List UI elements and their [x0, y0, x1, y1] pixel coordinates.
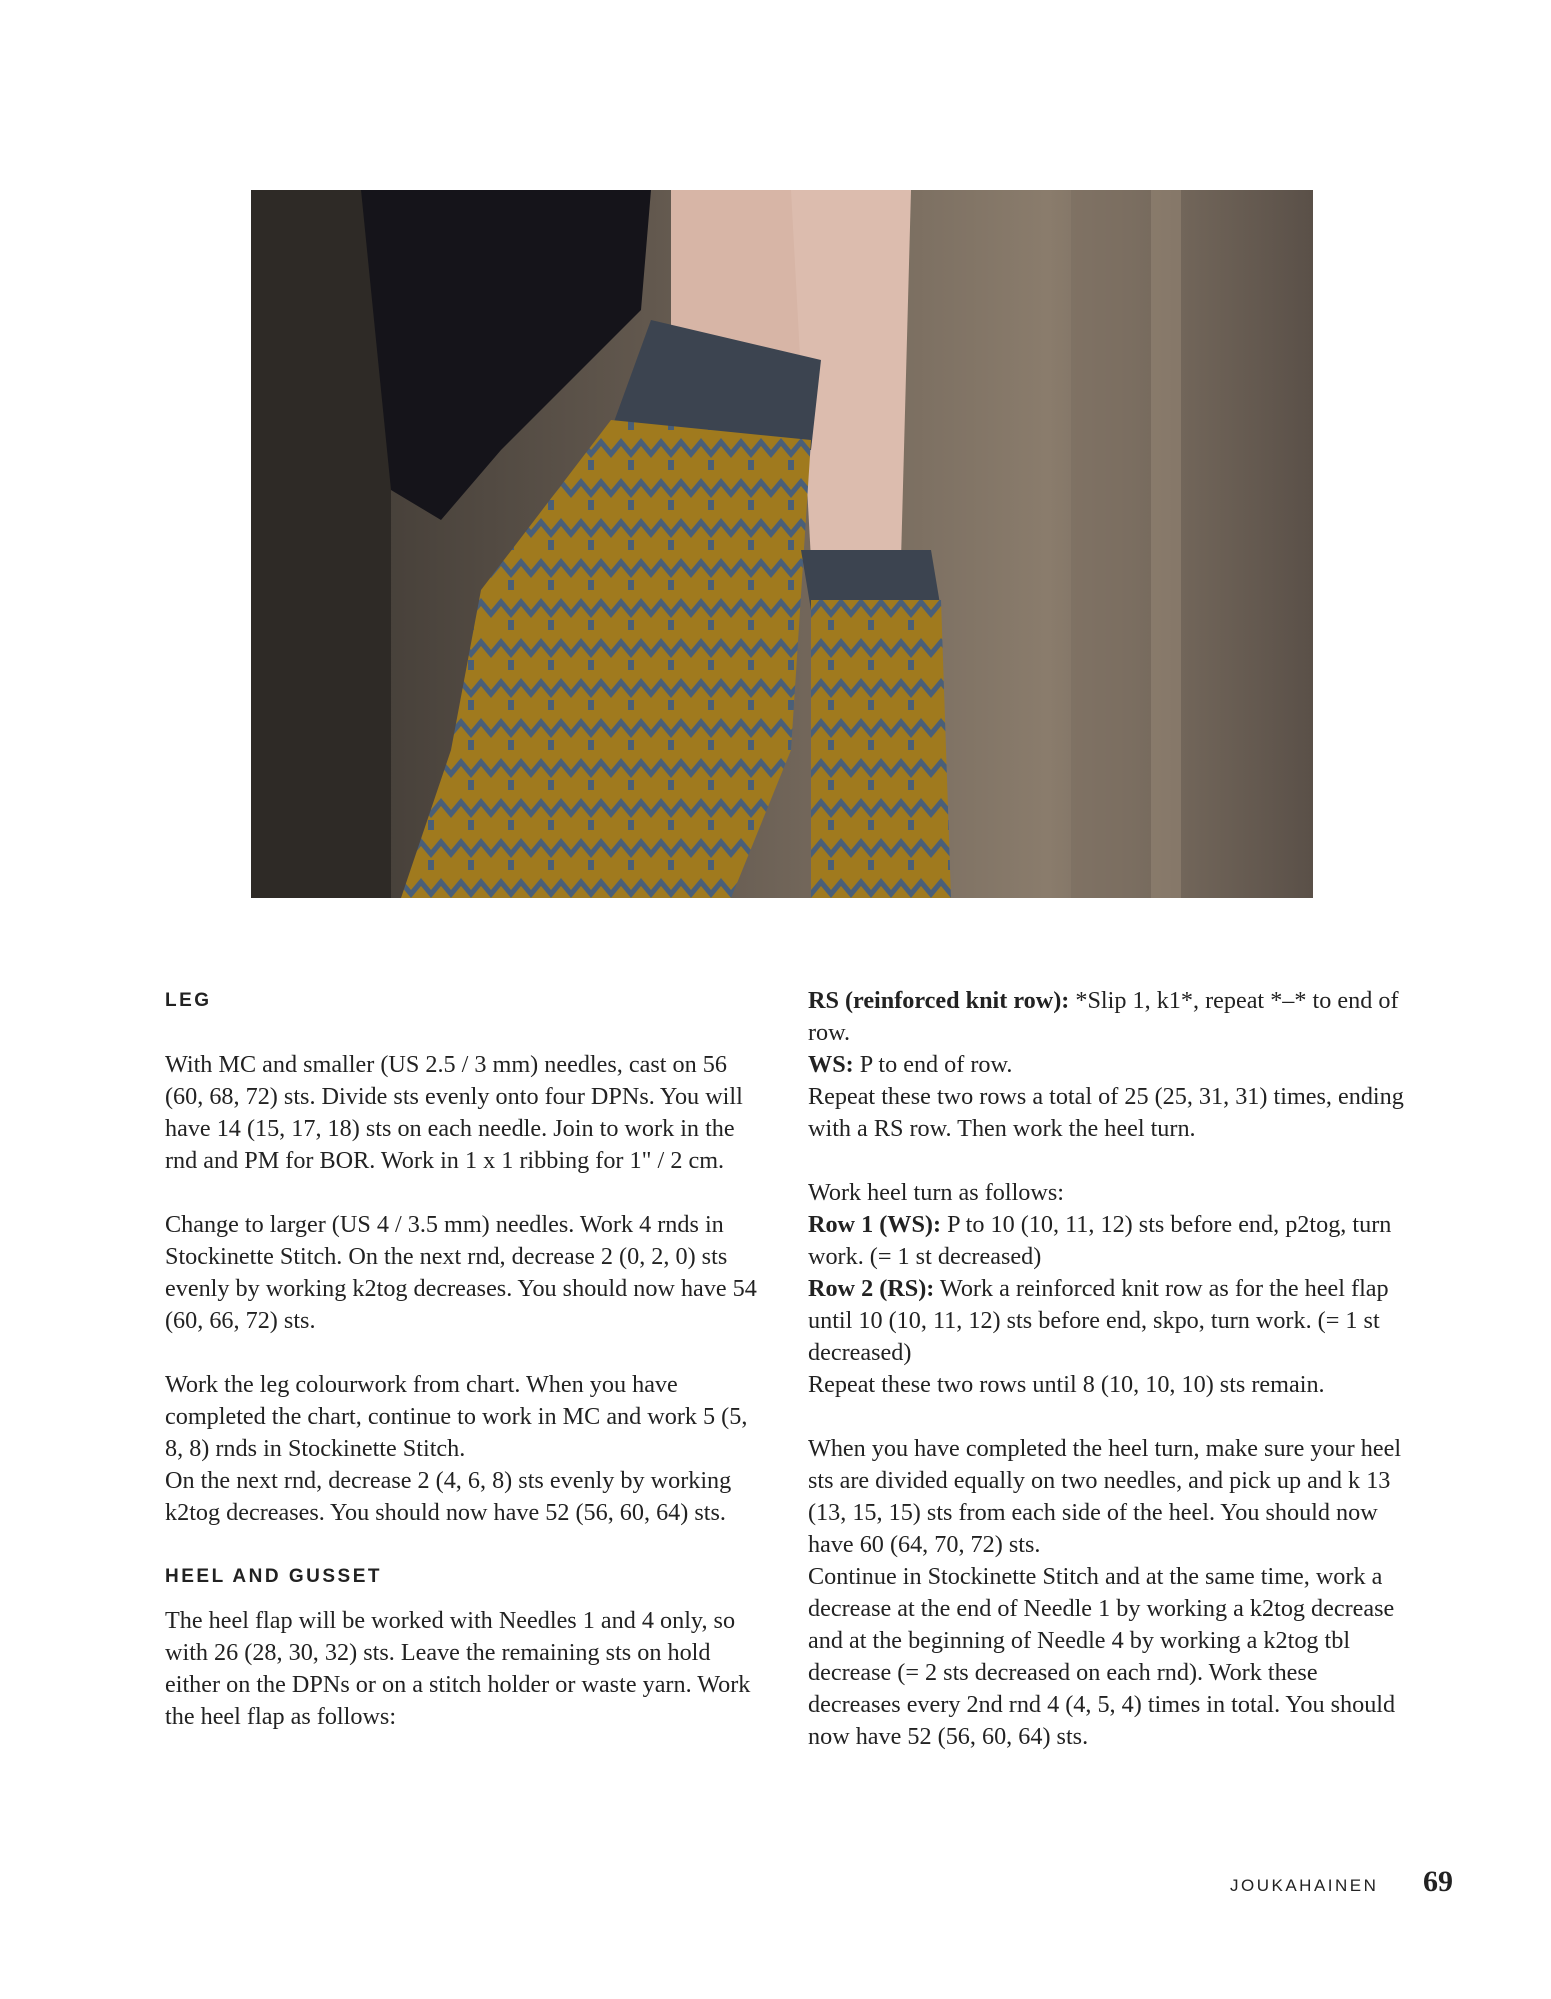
leg-paragraph-2: Change to larger (US 4 / 3.5 mm) needles. Work 4 rnds in Stockinette Stitch. On the next rnd, decrease 2 (0, 2, 0) sts evenly by working k2tog decreases. You should now have 54 (60, 66, 72) sts. — [165, 1211, 757, 1334]
gusset-paragraph-1: When you have completed the heel turn, make sure your heel sts are divided equally on two needles, and pick up and k 13 (13, 15, 15) sts from each side of the heel. You should now have 60 (64, 70, 72) sts. — [808, 1435, 1402, 1558]
repeat-instruction: Repeat these two rows a total of 25 (25, 31, 31) times, ending with a RS row. Then work the heel turn. — [808, 1083, 1404, 1142]
ws-row-label: WS: — [808, 1051, 854, 1078]
row-2-text: Work a reinforced knit row as for the heel flap until 10 (10, 11, 12) sts before end, skpo, turn work. (= 1 st decreased) — [808, 1275, 1389, 1366]
page-number: 69 — [1423, 1865, 1453, 1898]
repeat-until-instruction: Repeat these two rows until 8 (10, 10, 10) sts remain. — [808, 1371, 1325, 1398]
row-1-text: P to 10 (10, 11, 12) sts before end, p2tog, turn work. (= 1 st decreased) — [808, 1211, 1392, 1270]
rs-row-label: RS (reinforced knit row): — [808, 987, 1070, 1014]
row-1-instruction — [808, 1209, 1408, 1273]
heel-gusset-heading: HEEL AND GUSSET — [165, 1566, 382, 1587]
socks-photo — [251, 190, 1313, 898]
socks-illustration — [251, 190, 1313, 898]
leg-heading: LEG — [165, 990, 212, 1011]
leg-paragraph-1: With MC and smaller (US 2.5 / 3 mm) needles, cast on 56 (60, 68, 72) sts. Divide sts evenly onto four DPNs. You will have 14 (15, 17, 18) sts on each needle. Join to work in the rnd and PM for BOR. Work in 1 x 1 ribbing for 1" / 2 cm. — [165, 1051, 743, 1174]
left-column — [165, 985, 765, 1733]
rs-row-instruction — [808, 985, 1408, 1049]
row-2-instruction — [808, 1273, 1408, 1369]
heel-turn-intro: Work heel turn as follows: — [808, 1179, 1064, 1206]
leg-paragraph-3: Work the leg colourwork from chart. When you have completed the chart, continue to work in MC and work 5 (5, 8, 8) rnds in Stockinette Stitch. — [165, 1371, 748, 1462]
gusset-paragraph-2: Continue in Stockinette Stitch and at the same time, work a decrease at the end of Needle 1 by working a k2tog decrease and at the beginning of Needle 4 by working a k2tog tbl decrease (= 2 sts decreased on each rnd). Work these decreases every 2nd rnd 4 (4, 5, 4) times in total. You should now have 52 (56, 60, 64) sts. — [808, 1563, 1396, 1750]
ws-row-instruction — [808, 1049, 1408, 1081]
row-1-label: Row 1 (WS): — [808, 1211, 942, 1238]
leg-paragraph-4: On the next rnd, decrease 2 (4, 6, 8) sts evenly by working k2tog decreases. You should now have 52 (56, 60, 64) sts. — [165, 1467, 732, 1526]
footer-section-name: JOUKAHAINEN — [1230, 1876, 1379, 1895]
heel-paragraph-1: The heel flap will be worked with Needles 1 and 4 only, so with 26 (28, 30, 32) sts. Leave the remaining sts on hold either on the DPNs or on a stitch holder or waste yarn. Work the heel flap as follows: — [165, 1607, 751, 1730]
rs-row-text: *Slip 1, k1*, repeat *–* to end of row. — [808, 987, 1399, 1046]
ws-row-text: P to end of row. — [853, 1051, 1013, 1078]
row-2-label: Row 2 (RS): — [808, 1275, 935, 1302]
right-column — [808, 985, 1408, 1753]
